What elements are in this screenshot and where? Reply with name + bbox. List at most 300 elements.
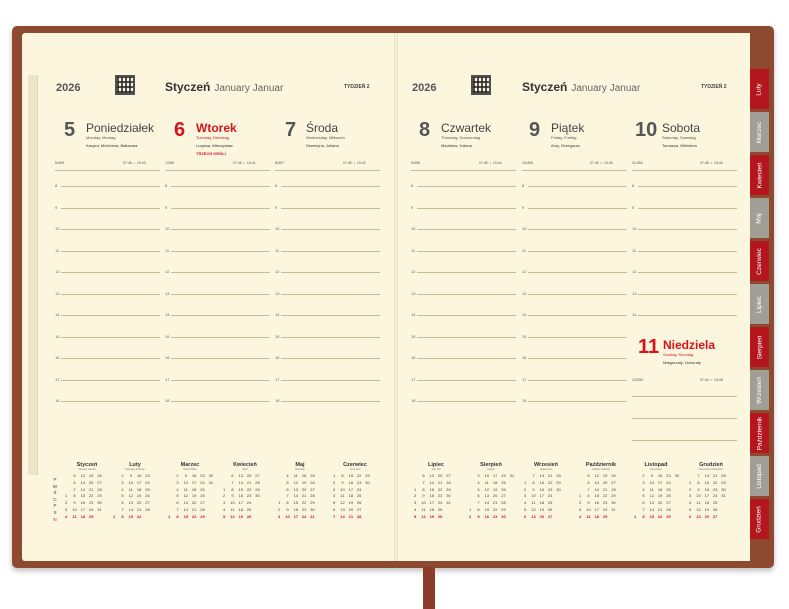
mini-calendar[interactable]: [631, 462, 681, 532]
day-name-translation: Tuesday, Dienstag: [196, 135, 229, 140]
month-tab-październik[interactable]: [750, 413, 769, 453]
mini-calendar-day: 4: [642, 486, 645, 492]
hour-label: 10: [55, 226, 60, 231]
mini-calendar-day: 2: [642, 473, 645, 478]
mini-calendar-day: 20: [437, 473, 443, 478]
name-day: Kacpra, Melchiora, Baltazara: [86, 143, 138, 148]
mini-calendar-day: 5: [333, 500, 336, 506]
hour-line[interactable]: [528, 380, 627, 381]
mini-calendar-day: 7: [231, 479, 234, 485]
mini-calendar-day: 23: [547, 486, 553, 492]
hour-line[interactable]: [171, 337, 270, 338]
hour-line[interactable]: [417, 294, 516, 295]
mini-calendar-day: 16: [348, 479, 354, 485]
mini-calendar-day: 19: [88, 473, 94, 478]
hour-label: 13: [632, 290, 637, 296]
mini-calendar-day: 26: [97, 473, 102, 478]
mini-calendar-day: [444, 514, 452, 521]
mini-calendar-day: 3: [689, 493, 692, 499]
mini-calendar-subtitle: April: [242, 468, 248, 471]
mini-calendar-day: 26: [145, 493, 150, 499]
hour-line[interactable]: [61, 358, 160, 359]
hour-line[interactable]: [528, 337, 627, 338]
hour-line[interactable]: [171, 358, 270, 359]
mini-calendar-day: 15: [484, 506, 490, 512]
hour-line[interactable]: [61, 380, 160, 381]
mini-calendar-day: [444, 507, 452, 514]
left-qr-code-icon[interactable]: [115, 75, 135, 95]
mini-calendar-day: 6: [422, 473, 425, 478]
hour-line[interactable]: [281, 337, 380, 338]
hour-line[interactable]: [61, 186, 160, 187]
hour-line[interactable]: [281, 208, 380, 209]
mini-calendar-day: [372, 507, 380, 514]
mini-calendar-day: 26: [501, 486, 506, 492]
hour-line: [165, 170, 270, 171]
mini-calendar-day: 5: [223, 513, 226, 519]
hour-line[interactable]: [638, 294, 737, 295]
hour-line[interactable]: [528, 358, 627, 359]
day-name-translation: Monday, Montag: [86, 135, 116, 140]
hour-line[interactable]: [417, 337, 516, 338]
mini-calendar-day: 2: [223, 493, 226, 499]
mini-calendar-day: 26: [547, 506, 553, 512]
mini-calendar-day: 12: [230, 513, 235, 519]
mini-calendar-title: Luty: [129, 462, 141, 468]
hour-label: 13: [55, 290, 60, 296]
sunday-note-line[interactable]: [632, 440, 737, 441]
mini-calendar-day: 6: [333, 506, 336, 512]
mini-calendar-day: 13: [80, 479, 86, 485]
hour-line[interactable]: [61, 251, 160, 252]
mini-calendar-day: 12: [421, 513, 426, 519]
hour-line[interactable]: [417, 186, 516, 187]
mini-calendar-day: [453, 487, 461, 494]
hour-line[interactable]: [281, 229, 380, 230]
mini-calendar-day: 1: [469, 506, 472, 512]
mini-calendar-day: [563, 473, 571, 480]
mini-calendar-day: 7: [286, 493, 289, 499]
mini-calendar-day: 11: [531, 500, 536, 506]
mini-calendar-grid: [521, 473, 571, 521]
mini-calendar-day: 26: [437, 513, 443, 519]
mini-calendar-day: 25: [602, 513, 608, 519]
mini-calendar-day: 21: [136, 506, 142, 512]
hour-line[interactable]: [281, 315, 380, 316]
mini-calendar-day: 3: [579, 506, 582, 512]
mini-calendar[interactable]: [165, 462, 215, 532]
hour-line[interactable]: [171, 315, 270, 316]
hour-line[interactable]: [638, 229, 737, 230]
mini-calendar-day: [411, 473, 419, 480]
mini-calendar-day: 4: [223, 506, 226, 512]
weekday-initial: Ś: [53, 490, 57, 496]
mini-calendar-day: 24: [602, 506, 608, 512]
mini-calendar-day: [563, 514, 571, 521]
mini-calendar-day: 10: [484, 473, 490, 478]
month-tab-grudzień[interactable]: [750, 499, 769, 539]
hour-line[interactable]: [61, 337, 160, 338]
mini-calendar-day: [618, 500, 626, 507]
mini-calendar-day: 14: [649, 506, 655, 512]
hour-line[interactable]: [528, 315, 627, 316]
month-tab-maj[interactable]: [750, 198, 769, 238]
hour-line[interactable]: [417, 380, 516, 381]
hour-line: [55, 170, 160, 171]
mini-calendar-day: [618, 514, 626, 521]
mini-calendar-day: 29: [556, 479, 561, 485]
hour-line[interactable]: [61, 294, 160, 295]
mini-calendar-day: [165, 487, 173, 494]
mini-calendar-day: 27: [310, 486, 315, 492]
day-number: 6: [174, 119, 186, 141]
hour-line[interactable]: [528, 251, 627, 252]
hour-line[interactable]: [171, 294, 270, 295]
mini-calendar-title: Grudzień: [699, 462, 723, 468]
hour-line[interactable]: [528, 208, 627, 209]
mini-calendar-day: [728, 473, 736, 480]
month-tab-label: Sierpień: [756, 335, 764, 359]
hour-label: 15: [411, 333, 416, 339]
month-tab-luty[interactable]: [750, 69, 769, 109]
mini-calendar-day: 12: [531, 506, 536, 512]
mini-calendar-day: 13: [340, 506, 345, 512]
mini-calendar-day: [253, 507, 261, 514]
mini-calendar-day: [317, 500, 325, 507]
mini-calendar-day: [521, 473, 529, 480]
mini-calendar-day: 31: [208, 479, 214, 485]
mini-calendar-grid: [275, 473, 325, 521]
hour-line[interactable]: [638, 272, 737, 273]
mini-calendar-day: 30: [556, 486, 561, 492]
mini-calendar-day: 26: [200, 493, 205, 499]
hour-line[interactable]: [171, 186, 270, 187]
mini-calendar[interactable]: [521, 462, 571, 532]
mini-calendar-day: 20: [602, 479, 608, 485]
mini-calendar-day: 5: [286, 479, 289, 485]
mini-calendar-day: 27: [356, 506, 362, 512]
mini-calendar-subtitle: March März: [183, 468, 197, 471]
mini-calendar[interactable]: [411, 462, 461, 532]
mini-calendar-day: 15: [183, 513, 189, 519]
hour-line[interactable]: [171, 229, 270, 230]
mini-calendar-day: 27: [501, 493, 506, 499]
mini-calendar[interactable]: [576, 462, 626, 532]
right-month-name: Styczeń: [522, 80, 568, 94]
hour-label: 14: [275, 312, 280, 317]
hour-line[interactable]: [171, 251, 270, 252]
mini-calendar-day: 25: [356, 493, 362, 499]
mini-calendar-day: [275, 487, 283, 494]
mini-calendar-day: [110, 500, 118, 507]
mini-calendar-day: 11: [183, 486, 188, 492]
hour-line[interactable]: [638, 186, 737, 187]
mini-calendar-day: 19: [539, 506, 545, 512]
mini-calendar-day: 12: [484, 486, 490, 492]
mini-calendar-day: 4: [579, 513, 582, 519]
month-tab-marzec[interactable]: [750, 112, 769, 152]
left-month-sub: January Januar: [214, 83, 284, 94]
mini-calendar-day: 6: [587, 479, 590, 485]
day-name-translation: Saturday, Samstag: [662, 135, 696, 140]
mini-calendar-day: [110, 473, 118, 480]
mini-calendar-day: 8: [642, 513, 645, 519]
hour-line[interactable]: [528, 272, 627, 273]
hour-line[interactable]: [417, 401, 516, 402]
mini-calendar-day: 19: [191, 493, 197, 499]
mini-calendar-day: 12: [128, 493, 134, 499]
mini-calendar-day: [728, 507, 736, 514]
mini-calendar-day: [152, 514, 160, 521]
mini-calendar[interactable]: [220, 462, 270, 532]
month-tab-label: Lipiec: [755, 295, 763, 313]
mini-calendar-day: [165, 500, 173, 507]
mini-calendar-day: 28: [356, 513, 362, 519]
month-tab-czerwiec[interactable]: [750, 241, 769, 281]
mini-calendar-day: 9: [184, 473, 187, 478]
hour-line[interactable]: [417, 208, 516, 209]
mini-calendar-subtitle: February Februar: [125, 468, 145, 471]
hour-line[interactable]: [417, 315, 516, 316]
mini-calendar-day: 23: [88, 500, 94, 506]
sun-times-thu: 07:45 ☼ 15:44: [479, 161, 502, 165]
hour-label: 12: [632, 269, 637, 274]
hour-line[interactable]: [528, 186, 627, 187]
mini-calendar-day: 20: [539, 513, 545, 519]
mini-calendar-day: 2: [689, 486, 692, 492]
hour-label: 9: [522, 204, 525, 210]
mini-calendar-day: 22: [547, 479, 553, 485]
mini-calendar[interactable]: [62, 462, 112, 532]
mini-calendar-day: 14: [183, 506, 189, 512]
mini-calendar-day: [207, 500, 215, 507]
mini-calendar-day: 1: [333, 473, 336, 478]
mini-calendar-day: 25: [501, 479, 506, 485]
mini-calendar[interactable]: [275, 462, 325, 532]
day-number: 8: [419, 119, 431, 141]
mini-calendar-day: 7: [477, 500, 480, 506]
hour-line[interactable]: [417, 229, 516, 230]
hour-line[interactable]: [281, 251, 380, 252]
mini-calendar-day: 16: [80, 500, 86, 506]
mini-calendar-day: 10: [649, 479, 655, 485]
mini-calendar-day: 16: [429, 493, 435, 499]
mini-calendar-day: 17: [348, 486, 354, 492]
mini-calendar-grid: [165, 473, 215, 521]
month-tab-label: Październik: [756, 416, 764, 450]
mini-calendar-day: 26: [246, 513, 252, 519]
hour-line[interactable]: [281, 401, 380, 402]
mini-calendar[interactable]: [330, 462, 380, 532]
mini-calendar-day: 24: [712, 493, 718, 499]
hour-line[interactable]: [281, 272, 380, 273]
mini-calendar-day: [220, 480, 228, 487]
mini-calendar-day: 20: [246, 473, 252, 478]
mini-calendar-day: 22: [301, 500, 307, 506]
mini-calendar-day: 28: [145, 506, 150, 512]
mini-calendar-day: 23: [145, 473, 150, 478]
mini-calendar-day: 14: [484, 500, 490, 506]
mini-calendar-day: [554, 500, 562, 507]
mini-calendar-day: 13: [128, 500, 134, 506]
mini-calendar-day: [631, 487, 639, 494]
mini-calendar-day: 15: [429, 486, 435, 492]
mini-calendar-day: 16: [191, 473, 197, 478]
hour-line[interactable]: [171, 380, 270, 381]
mini-calendar-day: 21: [657, 506, 663, 512]
mini-calendar[interactable]: [110, 462, 160, 532]
month-tab-label: Grudzień: [756, 505, 763, 533]
hour-label: 12: [55, 269, 60, 274]
mini-calendar-title: Październik: [585, 462, 617, 468]
mini-calendar-day: 27: [255, 473, 260, 478]
hour-line[interactable]: [61, 208, 160, 209]
mini-calendar-day: 16: [293, 506, 299, 512]
month-tab-label: Listopad: [756, 463, 764, 489]
mini-calendar-day: 11: [421, 506, 426, 512]
left-month-title: [165, 80, 283, 94]
right-qr-code-icon[interactable]: [471, 75, 491, 95]
mini-calendar-day: 25: [666, 486, 671, 492]
month-tab-wrzesień[interactable]: [750, 370, 769, 410]
mini-calendar-day: 3: [333, 486, 336, 492]
mini-calendar-day: 11: [586, 513, 591, 519]
hour-line[interactable]: [61, 401, 160, 402]
hour-line[interactable]: [171, 272, 270, 273]
weekday-initial: W: [52, 483, 58, 489]
hour-line[interactable]: [417, 358, 516, 359]
mini-calendar-day: 4: [333, 493, 336, 499]
mini-calendar[interactable]: [686, 462, 736, 532]
mini-calendar-day: 30: [310, 506, 315, 512]
month-tab-listopad[interactable]: [750, 456, 769, 496]
hour-line[interactable]: [281, 294, 380, 295]
hour-line[interactable]: [171, 401, 270, 402]
mini-calendar-grid: [466, 473, 516, 521]
ribbon-bookmark[interactable]: [423, 567, 435, 609]
mini-calendar-day: [275, 473, 283, 480]
mini-calendar-day: 30: [208, 473, 214, 478]
name-day: Seweryna, Juliana: [306, 143, 339, 148]
hour-line[interactable]: [417, 272, 516, 273]
hour-line[interactable]: [417, 251, 516, 252]
hour-line[interactable]: [171, 208, 270, 209]
mini-calendar-day: 3: [524, 493, 527, 499]
day-name: Niedziela: [663, 338, 716, 352]
mini-calendar-day: [618, 487, 626, 494]
day-number: 10: [635, 119, 658, 141]
mini-calendar-day: 18: [492, 479, 498, 485]
hour-line[interactable]: [528, 229, 627, 230]
mini-calendar-day: 31: [509, 473, 515, 478]
mini-calendar-day: [411, 480, 419, 487]
hour-line[interactable]: [638, 208, 737, 209]
hour-line[interactable]: [528, 401, 627, 402]
mini-calendar-day: [631, 480, 639, 487]
mini-calendar-grid: [631, 473, 681, 521]
sun-times-sun: 07:44 ☼ 15:48: [700, 378, 723, 382]
mini-calendar-day: 4: [65, 513, 68, 519]
mini-calendar-day: [152, 493, 160, 500]
mini-calendar-day: [618, 493, 626, 500]
sunday-note-line[interactable]: [632, 418, 737, 419]
hour-line[interactable]: [638, 251, 737, 252]
mini-calendar-day: 22: [136, 513, 142, 519]
mini-calendar-day: [453, 473, 461, 480]
day-index-wed: 8•357: [275, 161, 285, 165]
hour-label: 13: [411, 290, 416, 296]
mini-calendar-day: 27: [145, 500, 150, 506]
mini-calendar-day: 19: [301, 479, 307, 485]
day-number: 7: [285, 119, 297, 141]
mini-calendar-day: 12: [183, 493, 189, 499]
mini-calendar-day: 4: [477, 479, 480, 485]
mini-calendar-day: 22: [191, 513, 197, 519]
mini-calendar-day: 23: [437, 493, 443, 499]
mini-calendar-day: 8: [477, 506, 480, 512]
mini-calendar-day: 18: [301, 473, 307, 478]
hour-line[interactable]: [281, 380, 380, 381]
day-name: Sobota: [662, 121, 701, 135]
mini-calendar-day: 22: [712, 479, 718, 485]
month-tab-sierpień[interactable]: [750, 327, 769, 367]
mini-calendar-day: 14: [80, 486, 86, 492]
mini-calendar-day: 21: [712, 473, 718, 478]
mini-calendar-day: [554, 514, 562, 521]
sunday-note-line[interactable]: [632, 396, 737, 397]
mini-calendar-day: 24: [547, 493, 553, 499]
hour-label: 10: [275, 226, 280, 231]
hour-line[interactable]: [281, 358, 380, 359]
hour-line[interactable]: [281, 186, 380, 187]
mini-calendar-day: 31: [97, 506, 102, 512]
mini-calendar-grid: [411, 473, 461, 521]
mini-calendar-day: 13: [594, 479, 600, 485]
hour-line[interactable]: [61, 315, 160, 316]
hour-line[interactable]: [61, 272, 160, 273]
hour-label: 11: [275, 247, 280, 253]
hour-line[interactable]: [61, 229, 160, 230]
mini-calendar-day: 5: [73, 473, 76, 478]
hour-line: [275, 170, 380, 171]
mini-calendar-day: [686, 473, 694, 480]
mini-calendar[interactable]: [466, 462, 516, 532]
mini-calendar-day: 29: [446, 486, 451, 492]
mini-calendar-day: 2: [579, 500, 582, 506]
day-name-translation: Thursday, Donnerstag: [441, 135, 481, 140]
month-tab-kwiecień[interactable]: [750, 155, 769, 195]
mini-calendar-day: 2: [524, 486, 527, 492]
hour-line[interactable]: [638, 315, 737, 316]
mini-calendar-day: 15: [128, 513, 134, 519]
mini-calendar-day: 27: [97, 479, 102, 485]
day-name: Wtorek: [196, 121, 237, 135]
hour-label: 11: [632, 247, 637, 253]
month-tab-lipiec[interactable]: [750, 284, 769, 324]
mini-calendar-day: 18: [348, 493, 354, 499]
hour-label: 13: [165, 290, 170, 296]
mini-calendar-day: 4: [286, 473, 289, 478]
hour-label: 16: [165, 355, 170, 360]
mini-calendar-day: 29: [365, 473, 370, 478]
mini-calendar-day: 1: [689, 479, 692, 485]
hour-line[interactable]: [528, 294, 627, 295]
mini-calendar-day: 11: [128, 486, 133, 492]
mini-calendar-day: [62, 480, 70, 487]
sun-times-mon: 07:46 ☼ 15:40: [123, 161, 146, 165]
sun-times-fri: 07:45 ☼ 15:45: [590, 161, 613, 165]
mini-calendar-day: [110, 480, 118, 487]
